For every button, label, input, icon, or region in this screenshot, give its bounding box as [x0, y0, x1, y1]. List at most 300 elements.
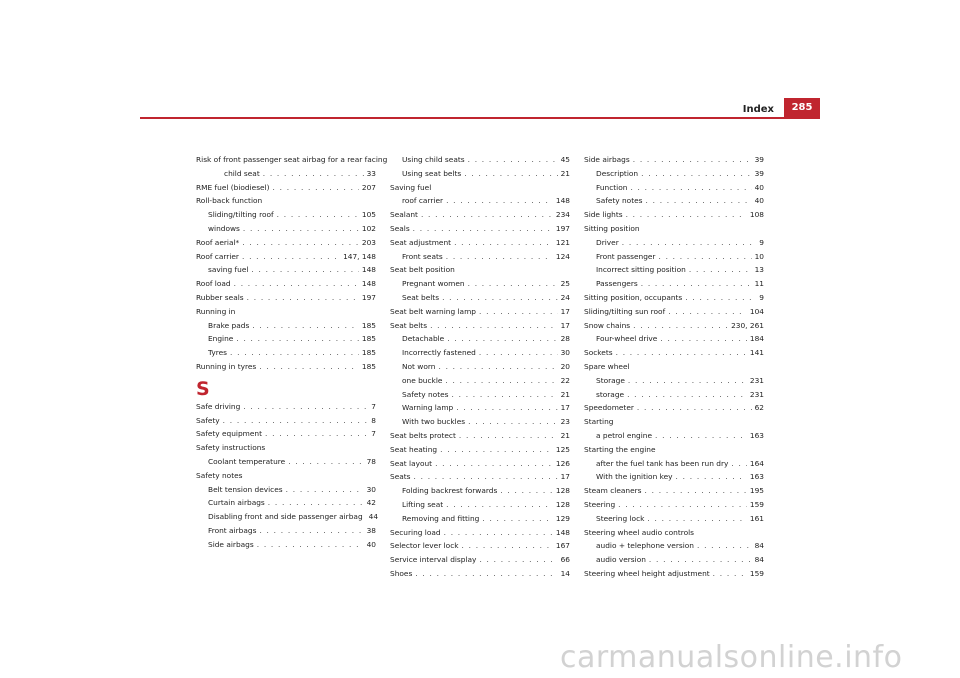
entry-term: Snow chains	[584, 320, 631, 330]
index-entry	[390, 512, 570, 526]
entry-term: Description	[596, 168, 639, 178]
index-entry	[196, 222, 376, 236]
entry-term: Belt tension devices	[208, 484, 283, 494]
entry-term: Seats	[390, 472, 411, 482]
index-entry	[390, 222, 570, 236]
entry-term: With two buckles	[402, 417, 466, 427]
entry-page-number[interactable]: 39	[754, 155, 764, 164]
entry-page-number[interactable]: 197	[361, 292, 376, 302]
index-entry	[196, 483, 376, 497]
index-entry	[196, 400, 376, 414]
entry-page-number[interactable]: 23	[560, 417, 570, 427]
entry-page-number[interactable]: 159	[749, 568, 764, 578]
index-entry	[584, 346, 764, 360]
dot-leader	[444, 526, 553, 540]
dot-leader	[288, 455, 363, 469]
index-entry	[390, 236, 570, 250]
index-entry	[390, 374, 570, 388]
entry-page-number[interactable]: 185	[361, 348, 376, 358]
dot-leader	[468, 277, 558, 291]
entry-page-number[interactable]: 203	[361, 237, 376, 247]
entry-page-number[interactable]: 128	[555, 486, 570, 496]
dot-leader	[685, 291, 756, 305]
entry-term: With the ignition key	[596, 472, 673, 482]
entry-page-number[interactable]: 234	[555, 210, 570, 220]
dot-leader	[243, 222, 359, 236]
entry-page-number[interactable]: 28	[560, 334, 570, 344]
dot-leader	[265, 427, 368, 441]
dot-leader	[452, 388, 558, 402]
entry-page-number[interactable]: 42	[366, 498, 376, 508]
index-entry	[196, 208, 376, 222]
index-entry	[196, 181, 376, 195]
dot-leader	[446, 194, 553, 208]
index-entry	[584, 194, 764, 208]
entry-page-number[interactable]: 84	[754, 541, 764, 551]
entry-page-number[interactable]: 124	[555, 251, 570, 261]
entry-page-number[interactable]: 159	[749, 499, 764, 509]
index-heading: Starting the engine	[584, 444, 656, 454]
dot-leader	[247, 291, 359, 305]
index-heading: Seat belt position	[390, 265, 455, 275]
dot-leader	[414, 470, 558, 484]
entry-page-number[interactable]: 10	[754, 251, 764, 261]
index-entry	[584, 263, 764, 277]
dot-leader	[647, 512, 746, 526]
entry-page-number[interactable]: 148	[555, 196, 570, 206]
dot-leader	[242, 250, 340, 264]
index-heading: Safety instructions	[196, 443, 266, 453]
entry-term: Sockets	[584, 348, 613, 358]
index-entry	[584, 208, 764, 222]
dot-leader	[230, 346, 359, 360]
dot-leader	[618, 498, 747, 512]
dot-leader	[633, 153, 752, 167]
entry-page-number[interactable]: 129	[555, 513, 570, 523]
index-entry	[584, 429, 764, 443]
entry-page-number[interactable]: 17	[560, 306, 570, 316]
dot-leader	[223, 414, 369, 428]
index-entry	[196, 414, 376, 428]
entry-term: Disabling front and side passenger airbag	[208, 512, 363, 522]
dot-leader	[641, 167, 752, 181]
entry-page-number[interactable]: 108	[749, 210, 764, 220]
dot-leader	[713, 567, 747, 581]
entry-term: Selector lever lock	[390, 541, 459, 551]
entry-term: Driver	[596, 237, 619, 247]
dot-leader	[236, 332, 359, 346]
entry-term: Front airbags	[208, 525, 257, 535]
dot-leader	[447, 332, 557, 346]
entry-term: storage	[596, 389, 625, 399]
index-entry	[584, 236, 764, 250]
dot-leader	[630, 181, 751, 195]
entry-page-number[interactable]: 17	[560, 320, 570, 330]
entry-page-number[interactable]: 163	[749, 472, 764, 482]
entry-page-number[interactable]: 147, 148	[343, 251, 376, 261]
dot-leader	[468, 153, 558, 167]
index-entry	[390, 484, 570, 498]
dot-leader	[637, 401, 752, 415]
entry-term: Incorrect sitting position	[596, 265, 686, 275]
entry-term: Sealant	[390, 210, 418, 220]
entry-term: Brake pads	[208, 320, 250, 330]
index-heading: Roll-back function	[196, 196, 263, 206]
index-entry	[196, 455, 376, 469]
index-entry	[390, 401, 570, 415]
entry-page-number[interactable]: 121	[555, 237, 570, 247]
entry-term: Side airbags	[208, 539, 254, 549]
entry-term: Steam cleaners	[584, 486, 642, 496]
entry-term: Using child seats	[402, 155, 465, 164]
index-entry	[584, 250, 764, 264]
entry-page-number[interactable]: 45	[560, 155, 570, 164]
index-entry	[584, 498, 764, 512]
dot-leader	[668, 305, 747, 319]
entry-term: Seat belts	[402, 292, 440, 302]
dot-leader	[273, 181, 359, 195]
dot-leader	[464, 167, 557, 181]
dot-leader	[442, 291, 558, 305]
entry-term: Side airbags	[584, 155, 630, 164]
entry-page-number[interactable]: 21	[560, 168, 570, 178]
index-entry	[584, 553, 764, 567]
dot-leader	[415, 567, 557, 581]
entry-page-number[interactable]: 148	[555, 527, 570, 537]
dot-leader	[689, 263, 752, 277]
entry-term: Running in tyres	[196, 361, 257, 371]
entry-page-number[interactable]: 30	[366, 484, 376, 494]
entry-page-number[interactable]: 9	[759, 292, 764, 302]
entry-page-number[interactable]: 17	[560, 472, 570, 482]
index-heading: Running in	[196, 306, 236, 316]
entry-page-number[interactable]: 231	[749, 375, 764, 385]
entry-term: Seat adjustment	[390, 237, 452, 247]
watermark: carmanualsonline.info	[560, 640, 903, 675]
index-entry	[196, 250, 376, 264]
index-heading: Starting	[584, 417, 614, 427]
entry-page-number[interactable]: 84	[754, 555, 764, 565]
entry-page-number[interactable]: 20	[560, 361, 570, 371]
section-letter: S	[196, 377, 210, 400]
entry-page-number[interactable]: 185	[361, 320, 376, 330]
index-entry	[196, 291, 376, 305]
entry-page-number[interactable]: 40	[366, 539, 376, 549]
entry-term: one buckle	[402, 375, 443, 385]
index-entry	[390, 208, 570, 222]
dot-leader	[438, 360, 557, 374]
index-entry	[390, 277, 570, 291]
entry-page-number[interactable]: 40	[754, 182, 764, 192]
entry-term: roof carrier	[402, 196, 444, 206]
entry-term: Detachable	[402, 334, 445, 344]
entry-term: Safety equipment	[196, 429, 262, 439]
entry-page-number[interactable]: 39	[754, 168, 764, 178]
index-entry	[584, 291, 764, 305]
index-heading: Saving fuel	[390, 182, 432, 192]
entry-page-number[interactable]: 167	[555, 541, 570, 551]
index-entry	[390, 567, 570, 581]
entry-term: Four-wheel drive	[596, 334, 658, 344]
index-entry	[390, 167, 570, 181]
entry-page-number[interactable]: 7	[371, 401, 376, 411]
page-title: Index	[742, 104, 774, 115]
index-entry	[584, 167, 764, 181]
entry-term: Curtain airbags	[208, 498, 265, 508]
index-entry	[584, 153, 764, 167]
entry-page-number[interactable]: 164	[749, 458, 764, 468]
index-entry	[390, 498, 570, 512]
index-entry	[584, 374, 764, 388]
entry-page-number[interactable]: 66	[560, 555, 570, 565]
entry-term: Seat belts	[390, 320, 428, 330]
entry-page-number[interactable]: 231	[749, 389, 764, 399]
index-entry	[196, 346, 376, 360]
entry-term: Seat belts protect	[390, 430, 456, 440]
entry-term: Safety notes	[596, 196, 643, 206]
entry-page-number[interactable]: 78	[366, 456, 376, 466]
index-entry	[584, 181, 764, 195]
entry-page-number[interactable]: 40	[754, 196, 764, 206]
index-entry	[196, 167, 376, 181]
entry-page-number[interactable]: 230, 261	[731, 320, 764, 330]
entry-page-number[interactable]: 102	[361, 223, 376, 233]
entry-term: Sliding/tilting roof	[208, 210, 274, 220]
index-entry	[584, 539, 764, 553]
index-entry	[196, 236, 376, 250]
entry-term: audio + telephone version	[596, 541, 694, 551]
dot-leader	[645, 484, 747, 498]
entry-page-number[interactable]: 163	[749, 430, 764, 440]
entry-term: Pregnant women	[402, 279, 465, 289]
dot-leader	[482, 512, 553, 526]
entry-page-number[interactable]: 44	[368, 512, 379, 522]
index-heading: Spare wheel	[584, 361, 630, 371]
dot-leader	[445, 374, 557, 388]
index-column-2	[390, 153, 570, 581]
index-entry	[584, 512, 764, 526]
index-entry	[584, 401, 764, 415]
index-entry	[390, 194, 570, 208]
entry-term: Seals	[390, 223, 410, 233]
entry-page-number[interactable]: 128	[555, 499, 570, 509]
index-entry	[390, 360, 570, 374]
index-entry	[390, 553, 570, 567]
index-entry	[196, 360, 376, 374]
index-entry	[390, 526, 570, 540]
entry-page-number[interactable]: 21	[560, 430, 570, 440]
entry-term: Roof carrier	[196, 251, 239, 261]
index-entry	[196, 263, 376, 277]
entry-term: Lifting seat	[402, 499, 444, 509]
index-heading: Steering wheel audio controls	[584, 527, 695, 537]
index-entry	[584, 332, 764, 346]
entry-term: audio version	[596, 555, 646, 565]
entry-term: Tyres	[208, 348, 228, 358]
dot-leader	[251, 263, 358, 277]
entry-term: Sitting position, occupants	[584, 292, 683, 302]
dot-leader	[731, 457, 747, 471]
entry-page-number[interactable]: 148	[361, 279, 376, 289]
dot-leader	[243, 400, 368, 414]
dot-leader	[413, 222, 553, 236]
dot-leader	[421, 208, 553, 222]
entry-page-number[interactable]: 161	[749, 513, 764, 523]
index-entry	[390, 153, 570, 167]
entry-term: Incorrectly fastened	[402, 348, 476, 358]
entry-page-number[interactable]: 11	[754, 279, 764, 289]
entry-term: Securing load	[390, 527, 441, 537]
dot-leader	[259, 524, 363, 538]
entry-term: RME fuel (biodiesel)	[196, 182, 270, 192]
entry-page-number[interactable]: 30	[560, 348, 570, 358]
entry-page-number[interactable]: 141	[749, 348, 764, 358]
entry-page-number[interactable]: 62	[754, 403, 764, 413]
entry-page-number[interactable]: 38	[366, 525, 376, 535]
entry-term: Service interval display	[390, 555, 477, 565]
dot-leader	[622, 236, 757, 250]
dot-leader	[628, 374, 747, 388]
dot-leader	[462, 539, 553, 553]
dot-leader	[259, 360, 359, 374]
entry-page-number[interactable]: 21	[560, 389, 570, 399]
dot-leader	[641, 277, 752, 291]
index-entry	[390, 539, 570, 553]
entry-page-number[interactable]: 33	[366, 168, 376, 178]
entry-page-number[interactable]: 148	[361, 265, 376, 275]
index-heading: Safety notes	[196, 470, 243, 480]
dot-leader	[257, 538, 364, 552]
index-entry	[584, 470, 764, 484]
dot-leader	[430, 319, 558, 333]
entry-term: Front seats	[402, 251, 443, 261]
dot-leader	[252, 319, 359, 333]
dot-leader	[626, 208, 747, 222]
entry-term: Seat layout	[390, 458, 433, 468]
entry-term: Safety notes	[402, 389, 449, 399]
index-heading: Risk of front passenger seat airbag for a rear facing	[196, 155, 388, 164]
dot-leader	[459, 429, 558, 443]
entry-term: Using seat belts	[402, 168, 462, 178]
entry-page-number[interactable]: 104	[749, 306, 764, 316]
entry-page-number[interactable]: 185	[361, 361, 376, 371]
index-entry	[390, 291, 570, 305]
entry-page-number[interactable]: 125	[555, 444, 570, 454]
entry-page-number[interactable]: 7	[371, 429, 376, 439]
page-number-badge: 285	[784, 98, 820, 118]
dot-leader	[277, 208, 359, 222]
dot-leader	[479, 346, 558, 360]
index-entry	[390, 388, 570, 402]
entry-page-number[interactable]: 25	[560, 279, 570, 289]
dot-leader	[616, 346, 747, 360]
entry-term: Front passenger	[596, 251, 656, 261]
entry-page-number[interactable]: 197	[555, 223, 570, 233]
index-entry	[196, 496, 376, 510]
entry-page-number[interactable]: 195	[749, 486, 764, 496]
dot-leader	[646, 194, 752, 208]
entry-page-number[interactable]: 207	[361, 182, 376, 192]
dot-leader	[676, 470, 747, 484]
index-entry	[390, 457, 570, 471]
index-entry	[584, 388, 764, 402]
index-entry	[196, 510, 379, 524]
entry-page-number[interactable]: 24	[560, 292, 570, 302]
entry-term: Sliding/tilting sun roof	[584, 306, 666, 316]
entry-page-number[interactable]: 9	[759, 237, 764, 247]
entry-term: Passengers	[596, 279, 638, 289]
index-column-1	[196, 153, 388, 552]
dot-leader	[479, 553, 557, 567]
dot-leader	[655, 429, 747, 443]
index-entry	[390, 470, 570, 484]
header-rule	[140, 117, 820, 119]
entry-term: Warning lamp	[402, 403, 454, 413]
dot-leader	[268, 496, 364, 510]
dot-leader	[446, 250, 553, 264]
index-entry	[196, 524, 376, 538]
index-entry	[584, 305, 764, 319]
index-entry	[390, 305, 570, 319]
dot-leader	[440, 443, 553, 457]
dot-leader	[446, 498, 553, 512]
entry-page-number[interactable]: 8	[371, 415, 376, 425]
index-entry	[584, 567, 764, 581]
index-entry	[584, 277, 764, 291]
entry-term: Steering lock	[596, 513, 645, 523]
dot-leader	[660, 332, 747, 346]
entry-term: Removing and fitting	[402, 513, 480, 523]
dot-leader	[468, 415, 557, 429]
dot-leader	[697, 539, 752, 553]
index-entry	[196, 277, 376, 291]
entry-page-number[interactable]: 105	[361, 210, 376, 220]
entry-term: Function	[596, 182, 628, 192]
entry-term: Safe driving	[196, 401, 241, 411]
entry-term: Speedometer	[584, 403, 634, 413]
entry-page-number[interactable]: 184	[749, 334, 764, 344]
dot-leader	[435, 457, 553, 471]
index-entry	[390, 332, 570, 346]
dot-leader	[479, 305, 558, 319]
entry-term: Folding backrest forwards	[402, 486, 498, 496]
entry-term: saving fuel	[208, 265, 249, 275]
entry-page-number[interactable]: 126	[555, 458, 570, 468]
entry-term: Steering wheel height adjustment	[584, 568, 710, 578]
entry-term: child seat	[224, 168, 260, 178]
index-entry	[390, 250, 570, 264]
dot-leader	[242, 236, 359, 250]
entry-page-number[interactable]: 185	[361, 334, 376, 344]
dot-leader	[234, 277, 359, 291]
index-column-3	[584, 153, 764, 581]
entry-term: Roof load	[196, 279, 231, 289]
entry-page-number[interactable]: 13	[754, 265, 764, 275]
dot-leader	[454, 236, 553, 250]
dot-leader	[633, 319, 728, 333]
entry-page-number[interactable]: 22	[560, 375, 570, 385]
entry-page-number[interactable]: 17	[560, 403, 570, 413]
entry-page-number[interactable]: 14	[560, 568, 570, 578]
dot-leader	[658, 250, 751, 264]
entry-term: Side lights	[584, 210, 623, 220]
entry-term: Coolant temperature	[208, 456, 286, 466]
dot-leader	[456, 401, 557, 415]
dot-leader	[286, 483, 364, 497]
index-entry	[196, 427, 376, 441]
dot-leader	[627, 388, 747, 402]
dot-leader	[263, 167, 364, 181]
